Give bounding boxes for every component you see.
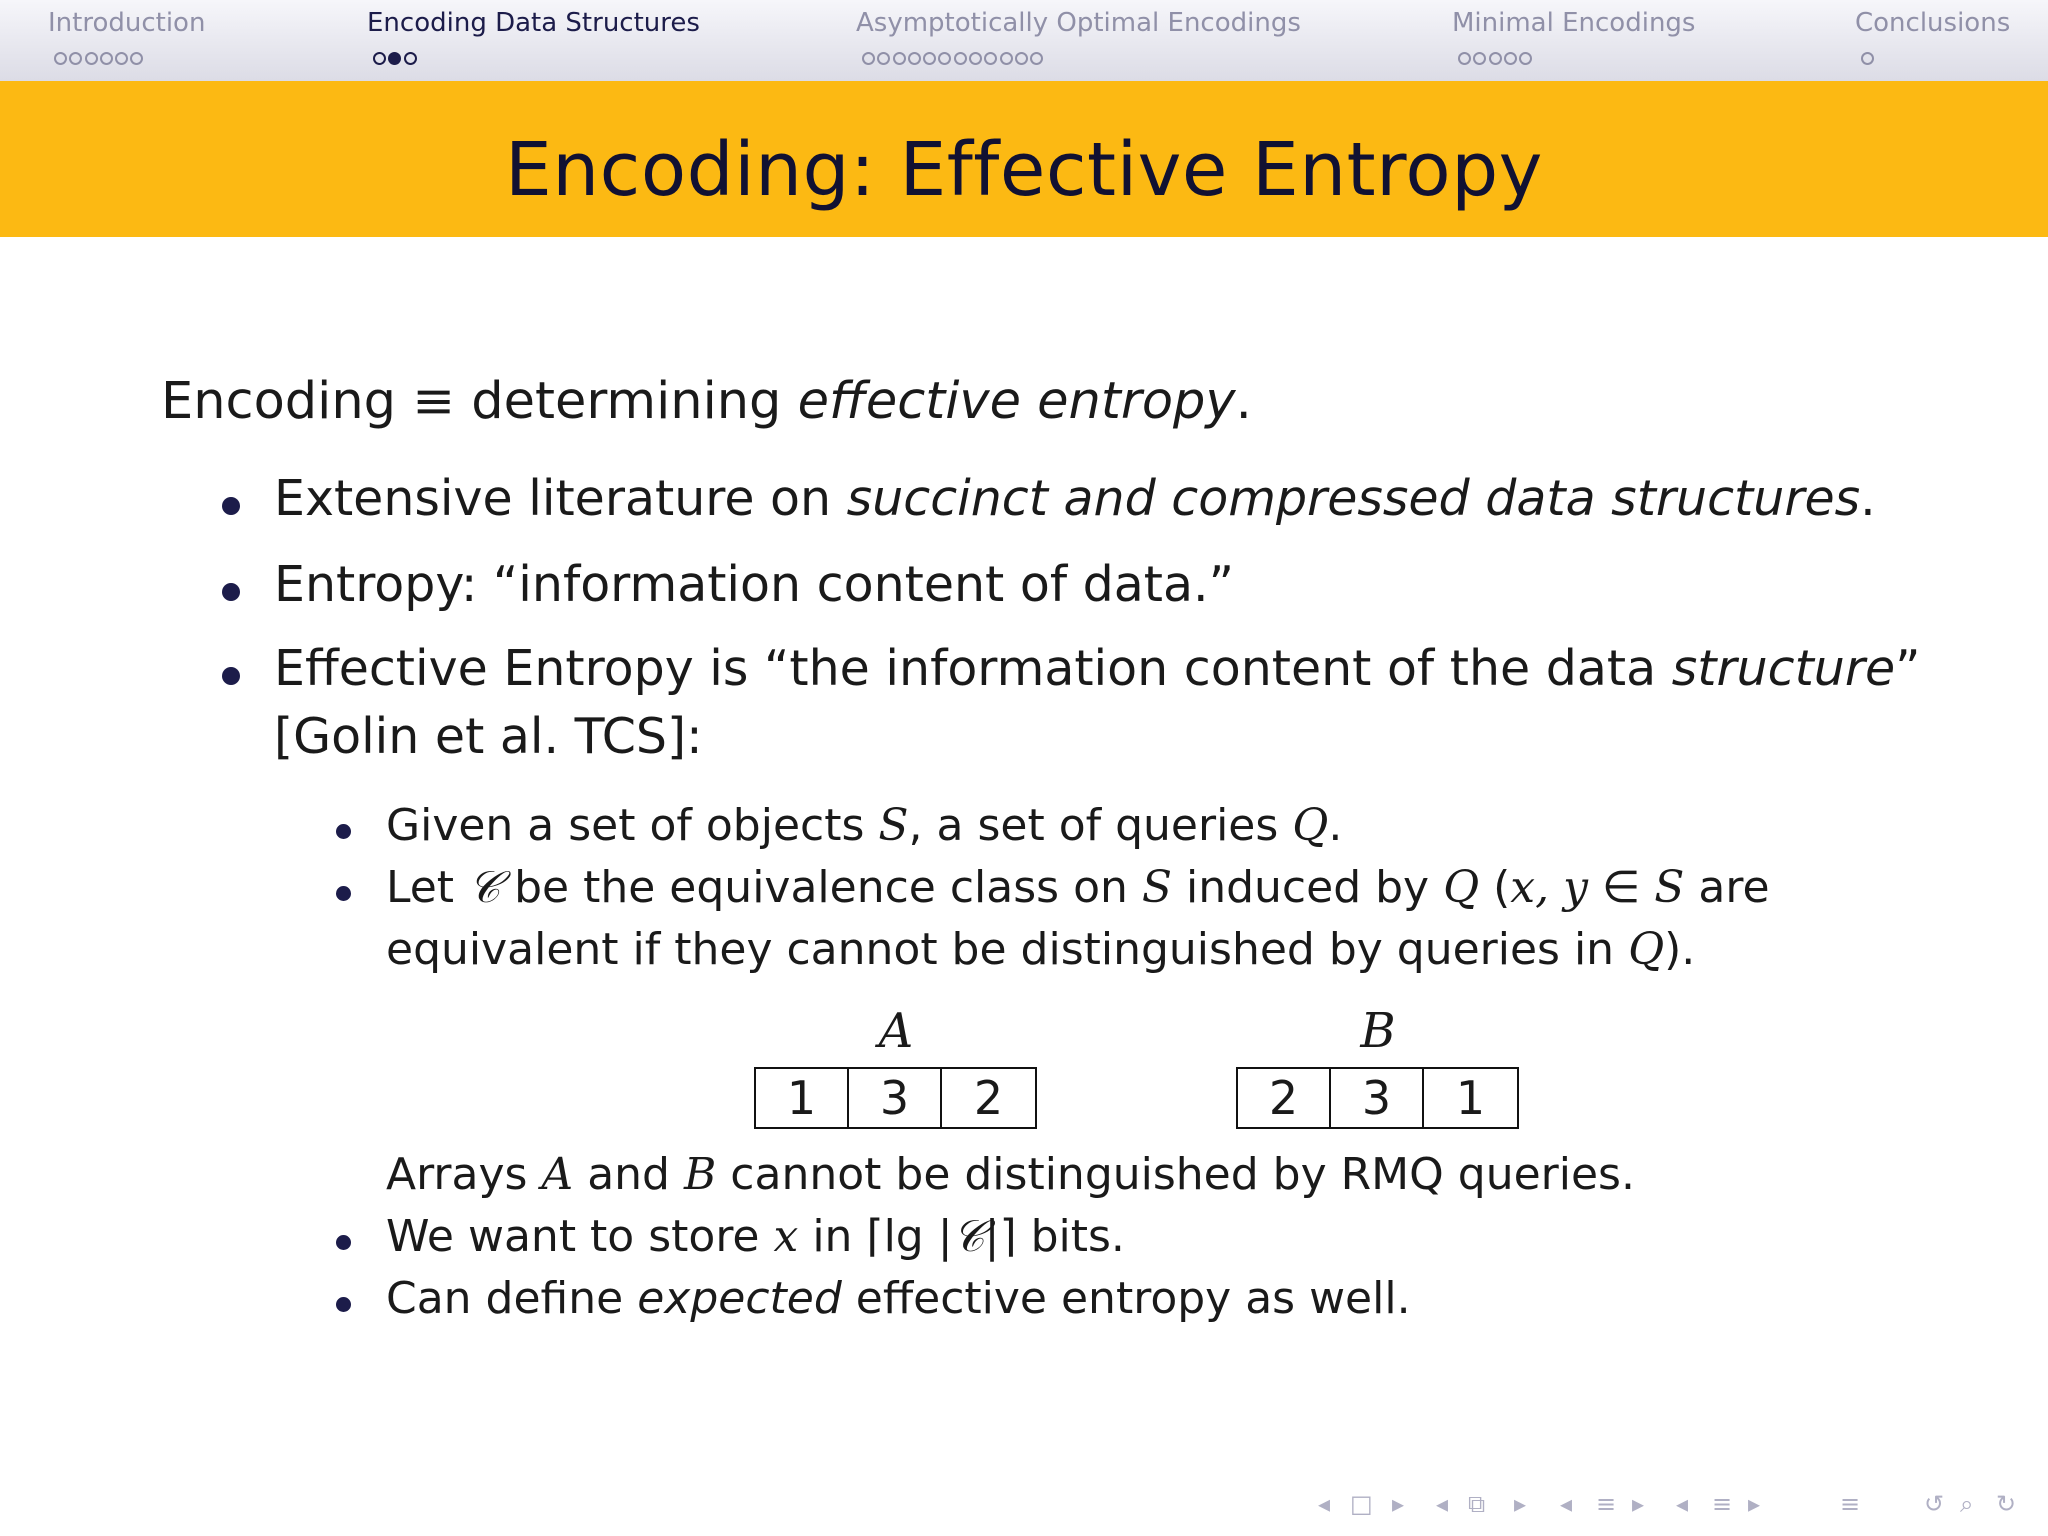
sub-text: induced by	[1172, 862, 1444, 913]
prev-section-icon[interactable]: ◂	[1560, 1490, 1573, 1518]
current-frame-dot[interactable]	[388, 52, 401, 65]
lead-sentence	[161, 372, 1252, 431]
caption-text: and	[573, 1149, 684, 1200]
lead-emphasis: effective entropy	[797, 372, 1236, 431]
subsection-icon[interactable]: ⧉	[1468, 1490, 1486, 1518]
equiv-symbol: ≡	[412, 372, 455, 431]
math-S: S	[1654, 862, 1685, 913]
sub-text: Can define	[386, 1273, 638, 1324]
frame-dot[interactable]	[969, 52, 982, 65]
frame-dot[interactable]	[115, 52, 128, 65]
sub-text: , a set of queries	[908, 800, 1293, 851]
frame-dot[interactable]	[877, 52, 890, 65]
nav-frame-dots	[373, 52, 419, 72]
frame-dot[interactable]	[54, 52, 67, 65]
nav-section-title[interactable]: Encoding Data Structures	[367, 8, 700, 38]
math-B: B	[683, 1149, 717, 1200]
nav-frame-dots	[1861, 52, 1876, 72]
math-x: x	[773, 1211, 799, 1262]
bullet-emphasis: succinct and compressed data structures	[846, 470, 1861, 527]
frame-dot[interactable]	[1861, 52, 1874, 65]
bullet-emphasis: structure	[1671, 640, 1896, 697]
bullet-dot	[222, 583, 240, 601]
document-icon[interactable]: ≡	[1712, 1490, 1733, 1518]
title-bar	[0, 81, 2048, 237]
frame-dot[interactable]	[984, 52, 997, 65]
sub-text: (	[1479, 862, 1511, 913]
element-of-symbol: ∈	[1587, 862, 1655, 913]
bullet-text: Entropy: “information content of data.”	[274, 556, 1234, 613]
frame-dot[interactable]	[404, 52, 417, 65]
bullet-text: Extensive literature on	[274, 470, 847, 527]
section-navigation-bar	[0, 0, 2048, 82]
frame-dot[interactable]	[908, 52, 921, 65]
appendix-icon[interactable]: ≡	[1840, 1490, 1861, 1518]
array-a	[754, 1067, 1037, 1129]
frame-dot[interactable]	[373, 52, 386, 65]
frame-dot[interactable]	[1489, 52, 1502, 65]
frame-dot[interactable]	[1519, 52, 1532, 65]
arrays-caption	[386, 1149, 1635, 1200]
math-A: A	[541, 1149, 574, 1200]
frame-dot[interactable]	[1504, 52, 1517, 65]
math-S: S	[878, 800, 909, 851]
array-cell: 3	[1331, 1069, 1424, 1127]
citation: [Golin et al. TCS]:	[274, 708, 703, 765]
frame-dot[interactable]	[1473, 52, 1486, 65]
sub-text: in ⌈lg |	[798, 1211, 953, 1262]
frame-dot[interactable]	[893, 52, 906, 65]
bullet-dot	[336, 824, 351, 839]
bullet-dot	[222, 667, 240, 685]
sub-text: .	[1328, 800, 1343, 851]
bullet-dot	[336, 1235, 351, 1250]
next-document-icon[interactable]: ▸	[1748, 1490, 1761, 1518]
frame-dot[interactable]	[954, 52, 967, 65]
frame-dot[interactable]	[1015, 52, 1028, 65]
nav-frame-dots	[862, 52, 1046, 72]
prev-document-icon[interactable]: ◂	[1676, 1490, 1689, 1518]
sub-text: be the equivalence class on	[500, 862, 1142, 913]
frame-dot[interactable]	[1458, 52, 1471, 65]
next-subsection-icon[interactable]: ▸	[1514, 1490, 1527, 1518]
sub-text: We want to store	[386, 1211, 774, 1262]
frame-dot[interactable]	[923, 52, 936, 65]
sub-text: effective entropy as well.	[841, 1273, 1411, 1324]
search-icon[interactable]: ⌕	[1960, 1490, 1974, 1518]
sub-text: are	[1684, 862, 1770, 913]
array-cell: 1	[1455, 1071, 1486, 1125]
nav-section-title[interactable]: Introduction	[48, 8, 206, 38]
prev-frame-icon[interactable]: ◂	[1318, 1490, 1331, 1518]
nav-section-title[interactable]: Asymptotically Optimal Encodings	[856, 8, 1301, 38]
sub-text: |⌉ bits.	[984, 1211, 1125, 1262]
next-section-icon[interactable]: ▸	[1632, 1490, 1645, 1518]
sub-emphasis: expected	[637, 1273, 842, 1324]
nav-section-title[interactable]: Conclusions	[1855, 8, 2011, 38]
frame-dot[interactable]	[862, 52, 875, 65]
bullet-text: Effective Entropy is “the information content of the data	[274, 640, 1672, 697]
frame-dot[interactable]	[1000, 52, 1013, 65]
lead-text: .	[1235, 372, 1252, 431]
forward-icon[interactable]: ↻	[1996, 1490, 2017, 1518]
back-icon[interactable]: ↺	[1924, 1490, 1945, 1518]
math-Q: Q	[1292, 800, 1329, 851]
next-frame-icon[interactable]: ▸	[1392, 1490, 1405, 1518]
array-cell: 2	[1238, 1069, 1331, 1127]
bullet-text: ”	[1895, 640, 1921, 697]
frame-dot[interactable]	[938, 52, 951, 65]
array-a-label: A	[878, 1003, 914, 1059]
nav-section-title[interactable]: Minimal Encodings	[1452, 8, 1696, 38]
prev-subsection-icon[interactable]: ◂	[1436, 1490, 1449, 1518]
math-S: S	[1141, 862, 1173, 913]
sub-text: Given a set of objects	[386, 800, 879, 851]
lead-text: determining	[454, 372, 798, 431]
bullet-text: .	[1860, 470, 1876, 527]
math-Q: Q	[1628, 924, 1665, 975]
frame-icon[interactable]: □	[1350, 1490, 1373, 1518]
frame-dot[interactable]	[100, 52, 113, 65]
frame-dot[interactable]	[85, 52, 98, 65]
math-C: 𝒞	[468, 862, 501, 913]
sub-text: ).	[1664, 924, 1696, 975]
array-cell: 2	[973, 1071, 1004, 1125]
lead-text: Encoding	[161, 372, 413, 431]
bullet-dot	[222, 497, 240, 515]
array-cell: 3	[849, 1069, 942, 1127]
section-icon[interactable]: ≡	[1596, 1490, 1617, 1518]
frame-dot[interactable]	[130, 52, 143, 65]
nav-frame-dots	[1458, 52, 1534, 72]
sub-text: Let	[386, 862, 469, 913]
math-xy: x, y	[1510, 862, 1588, 913]
array-b-label: B	[1360, 1003, 1396, 1059]
nav-frame-dots	[54, 52, 146, 72]
bullet-dot	[336, 1297, 351, 1312]
frame-dot[interactable]	[69, 52, 82, 65]
caption-text: cannot be distinguished by RMQ queries.	[716, 1149, 1635, 1200]
slide-title: Encoding: Effective Entropy	[505, 127, 1543, 213]
math-Q: Q	[1443, 862, 1480, 913]
frame-dot[interactable]	[1030, 52, 1043, 65]
math-C: 𝒞	[952, 1211, 985, 1262]
caption-text: Arrays	[386, 1149, 542, 1200]
array-b	[1236, 1067, 1519, 1129]
array-cell: 1	[756, 1069, 849, 1127]
bullet-dot	[336, 886, 351, 901]
sub-text: equivalent if they cannot be distinguished by queries in	[386, 924, 1629, 975]
